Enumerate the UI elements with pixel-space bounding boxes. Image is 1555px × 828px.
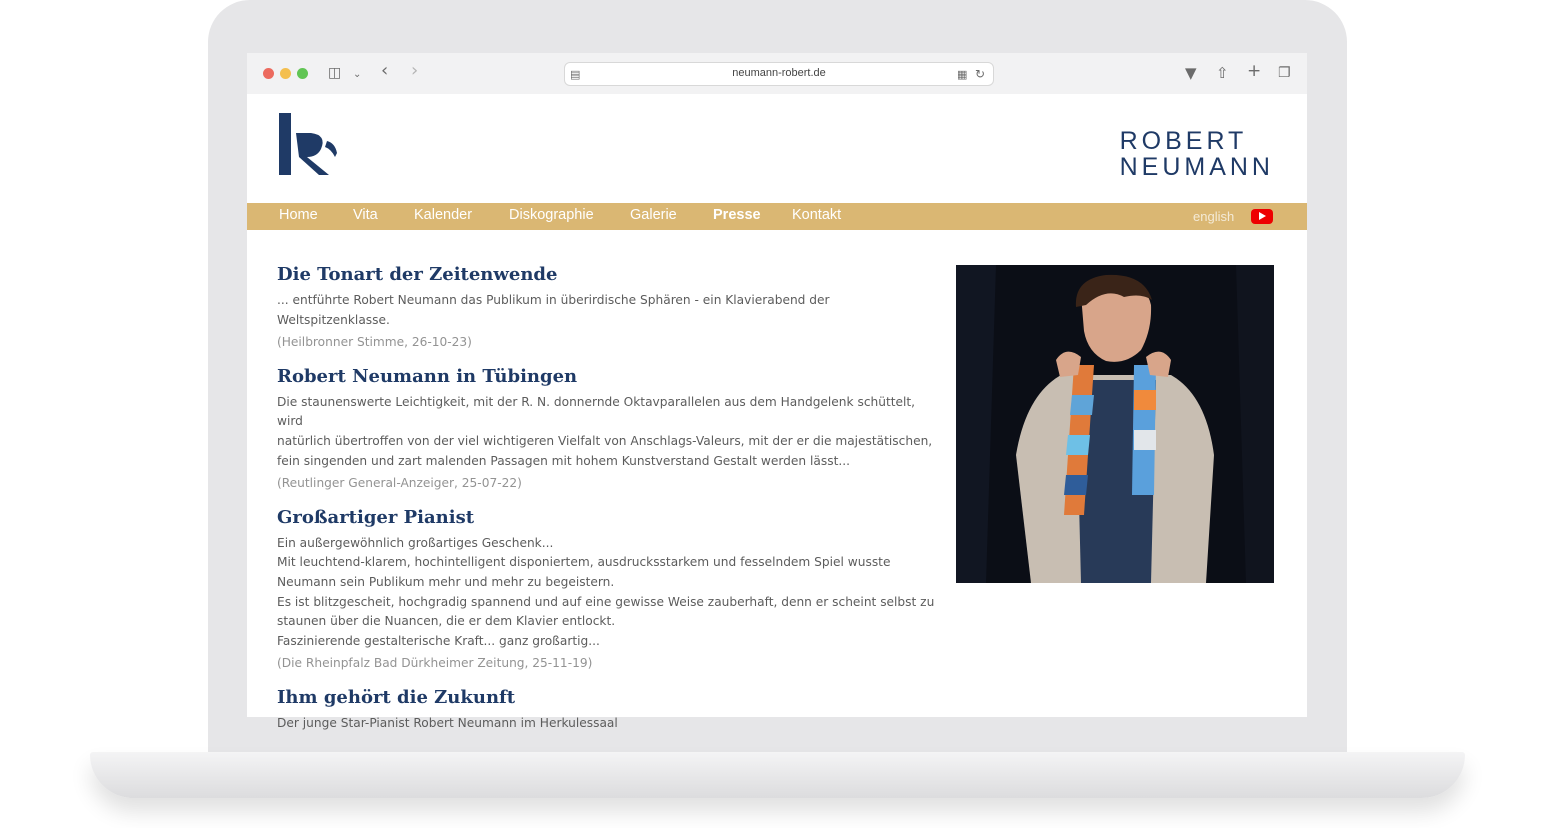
minimize-window-button[interactable] — [280, 68, 291, 79]
article-title[interactable]: Großartiger Pianist — [277, 506, 475, 528]
article-text: Ein außergewöhnlich großartiges Geschenk... — [277, 535, 554, 550]
share-icon[interactable]: ⇧ — [1216, 64, 1229, 82]
article-text: ... entführte Robert Neumann das Publikum in überirdische Sphären - ein Klavierabend der Weltspitzenklasse. — [277, 293, 830, 327]
article-source: (Die Rheinpfalz Bad Dürkheimer Zeitung, 25-11-19) — [277, 656, 593, 671]
nav-presse[interactable]: Presse — [713, 207, 761, 223]
nav-diskographie[interactable]: Diskographie — [509, 207, 594, 223]
close-window-button[interactable] — [263, 68, 274, 79]
article-title[interactable]: Ihm gehört die Zukunft — [277, 686, 516, 708]
youtube-icon[interactable] — [1251, 209, 1273, 224]
new-tab-icon[interactable]: + — [1247, 61, 1262, 81]
zoom-window-button[interactable] — [297, 68, 308, 79]
article-text: Es ist blitzgescheit, hochgradig spannend und auf eine gewisse Weise zauberhaft, denn er scheint selbst zu — [277, 594, 935, 609]
chevron-down-icon[interactable]: ⌄ — [353, 69, 362, 80]
nav-home[interactable]: Home — [279, 207, 318, 223]
article-source: (Reutlinger General-Anzeiger, 25-07-22) — [277, 476, 522, 491]
laptop-base — [90, 752, 1465, 798]
article-text: fein singenden und zart malenden Passagen mit hohem Kunstverstand Gestalt werden lässt... — [277, 453, 850, 468]
nav-kalender[interactable]: Kalender — [414, 207, 473, 223]
press-article — [277, 506, 937, 674]
page-settings-icon[interactable]: ▤ — [570, 68, 581, 81]
forward-icon[interactable]: › — [411, 60, 419, 81]
address-bar[interactable] — [564, 62, 994, 86]
main-nav — [247, 203, 1307, 230]
reload-icon[interactable]: ↻ — [975, 67, 986, 81]
brand-name[interactable] — [1120, 128, 1274, 180]
browser-window — [247, 53, 1307, 730]
nav-galerie[interactable]: Galerie — [630, 207, 677, 223]
article-source: (Heilbronner Stimme, 26-10-23) — [277, 335, 472, 350]
site-header — [247, 94, 1307, 203]
pianist-portrait-icon — [956, 265, 1274, 583]
press-article — [277, 263, 937, 353]
tab-overview-icon[interactable]: ❐ — [1278, 65, 1291, 81]
nav-kontakt[interactable]: Kontakt — [792, 207, 842, 223]
nav-vita[interactable]: Vita — [353, 207, 378, 223]
article-text: natürlich übertroffen von der viel wichtigeren Vielfalt von Anschlags-Valeurs, mit der er die majestätischen, — [277, 433, 933, 448]
download-icon[interactable]: ▼ — [1185, 64, 1197, 82]
brand-first-name: ROBERT — [1119, 127, 1248, 155]
browser-toolbar — [247, 53, 1307, 95]
artist-photo — [956, 265, 1274, 583]
press-article — [277, 365, 937, 494]
rn-logo-icon[interactable] — [277, 113, 339, 179]
article-text: Die staunenswerte Leichtigkeit, mit der R. N. donnernde Oktavparallelen aus dem Handgelenk schüttelt, wird — [277, 394, 916, 429]
article-text: staunen über die Nuancen, die er dem Klavier entlockt. — [277, 614, 616, 629]
url-text: neumann-robert.de — [732, 67, 826, 79]
article-title[interactable]: Die Tonart der Zeitenwende — [277, 264, 558, 285]
press-article — [277, 686, 937, 734]
brand-last-name: NEUMANN — [1119, 153, 1274, 181]
back-icon[interactable]: ‹ — [381, 60, 389, 81]
language-switch[interactable]: english — [1193, 209, 1235, 224]
article-text: Mit leuchtend-klarem, hochintelligent disponiertem, ausdrucksstarkem und fesselndem Spiel wusste — [277, 555, 891, 570]
article-text: Der junge Star-Pianist Robert Neumann im Herkulessaal — [277, 715, 618, 730]
article-title[interactable]: Robert Neumann in Tübingen — [277, 365, 578, 387]
translate-icon[interactable]: ▦ — [957, 68, 968, 81]
article-text: Neumann sein Publikum mehr und mehr zu begeistern. — [277, 574, 615, 589]
press-list — [277, 263, 937, 746]
sidebar-icon[interactable]: ◫ — [328, 65, 342, 81]
article-text: Faszinierende gestalterische Kraft... ganz großartig... — [277, 633, 600, 648]
